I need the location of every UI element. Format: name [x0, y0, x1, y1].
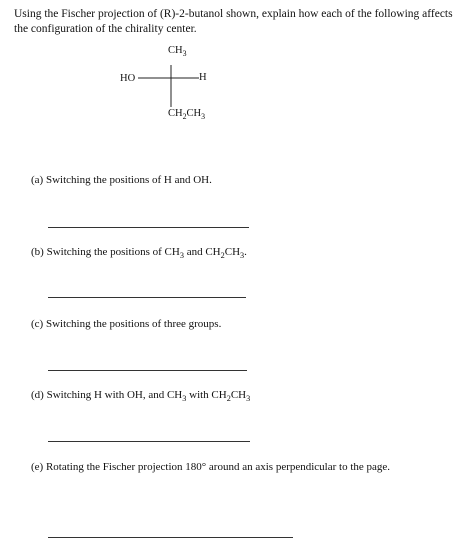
question-text: Switching H with OH, and $CH_3$ with $CH_2CH_3$	[46, 389, 251, 404]
answer-line-d[interactable]	[48, 441, 250, 442]
question-c	[31, 318, 221, 331]
fischer-bonds	[0, 0, 474, 130]
question-b	[31, 246, 247, 259]
question-text: Switching the positions of H and OH.	[45, 174, 212, 186]
answer-line-c[interactable]	[48, 370, 247, 371]
question-text: Rotating the Fischer projection 180° around an axis perpendicular to the page.	[45, 461, 391, 473]
question-text: Switching the positions of three groups.	[45, 318, 222, 330]
question-letter: (d)	[31, 389, 44, 401]
question-d	[31, 389, 250, 402]
question-letter: (b)	[31, 246, 44, 258]
question-a	[31, 174, 212, 187]
right-group-label: H	[199, 72, 207, 83]
answer-line-b[interactable]	[48, 297, 246, 298]
top-group-label: $CH_3$	[168, 45, 187, 59]
answer-line-a[interactable]	[48, 227, 249, 228]
question-letter: (c)	[31, 318, 44, 330]
question-e	[31, 461, 390, 474]
bottom-group-label: $CH_2CH_3$	[168, 108, 206, 122]
fischer-projection	[0, 0, 474, 130]
left-group-label: HO	[120, 73, 136, 84]
answer-line-e[interactable]	[48, 537, 293, 538]
question-letter: (a)	[31, 174, 44, 186]
problem-statement: Using the Fischer projection of (R)-2-butanol shown, explain how each of the following affects the configuration of the chirality center.	[14, 8, 453, 35]
question-text: Switching the positions of $CH_3$ and $CH_2CH_3$.	[46, 246, 247, 261]
question-letter: (e)	[31, 461, 44, 473]
